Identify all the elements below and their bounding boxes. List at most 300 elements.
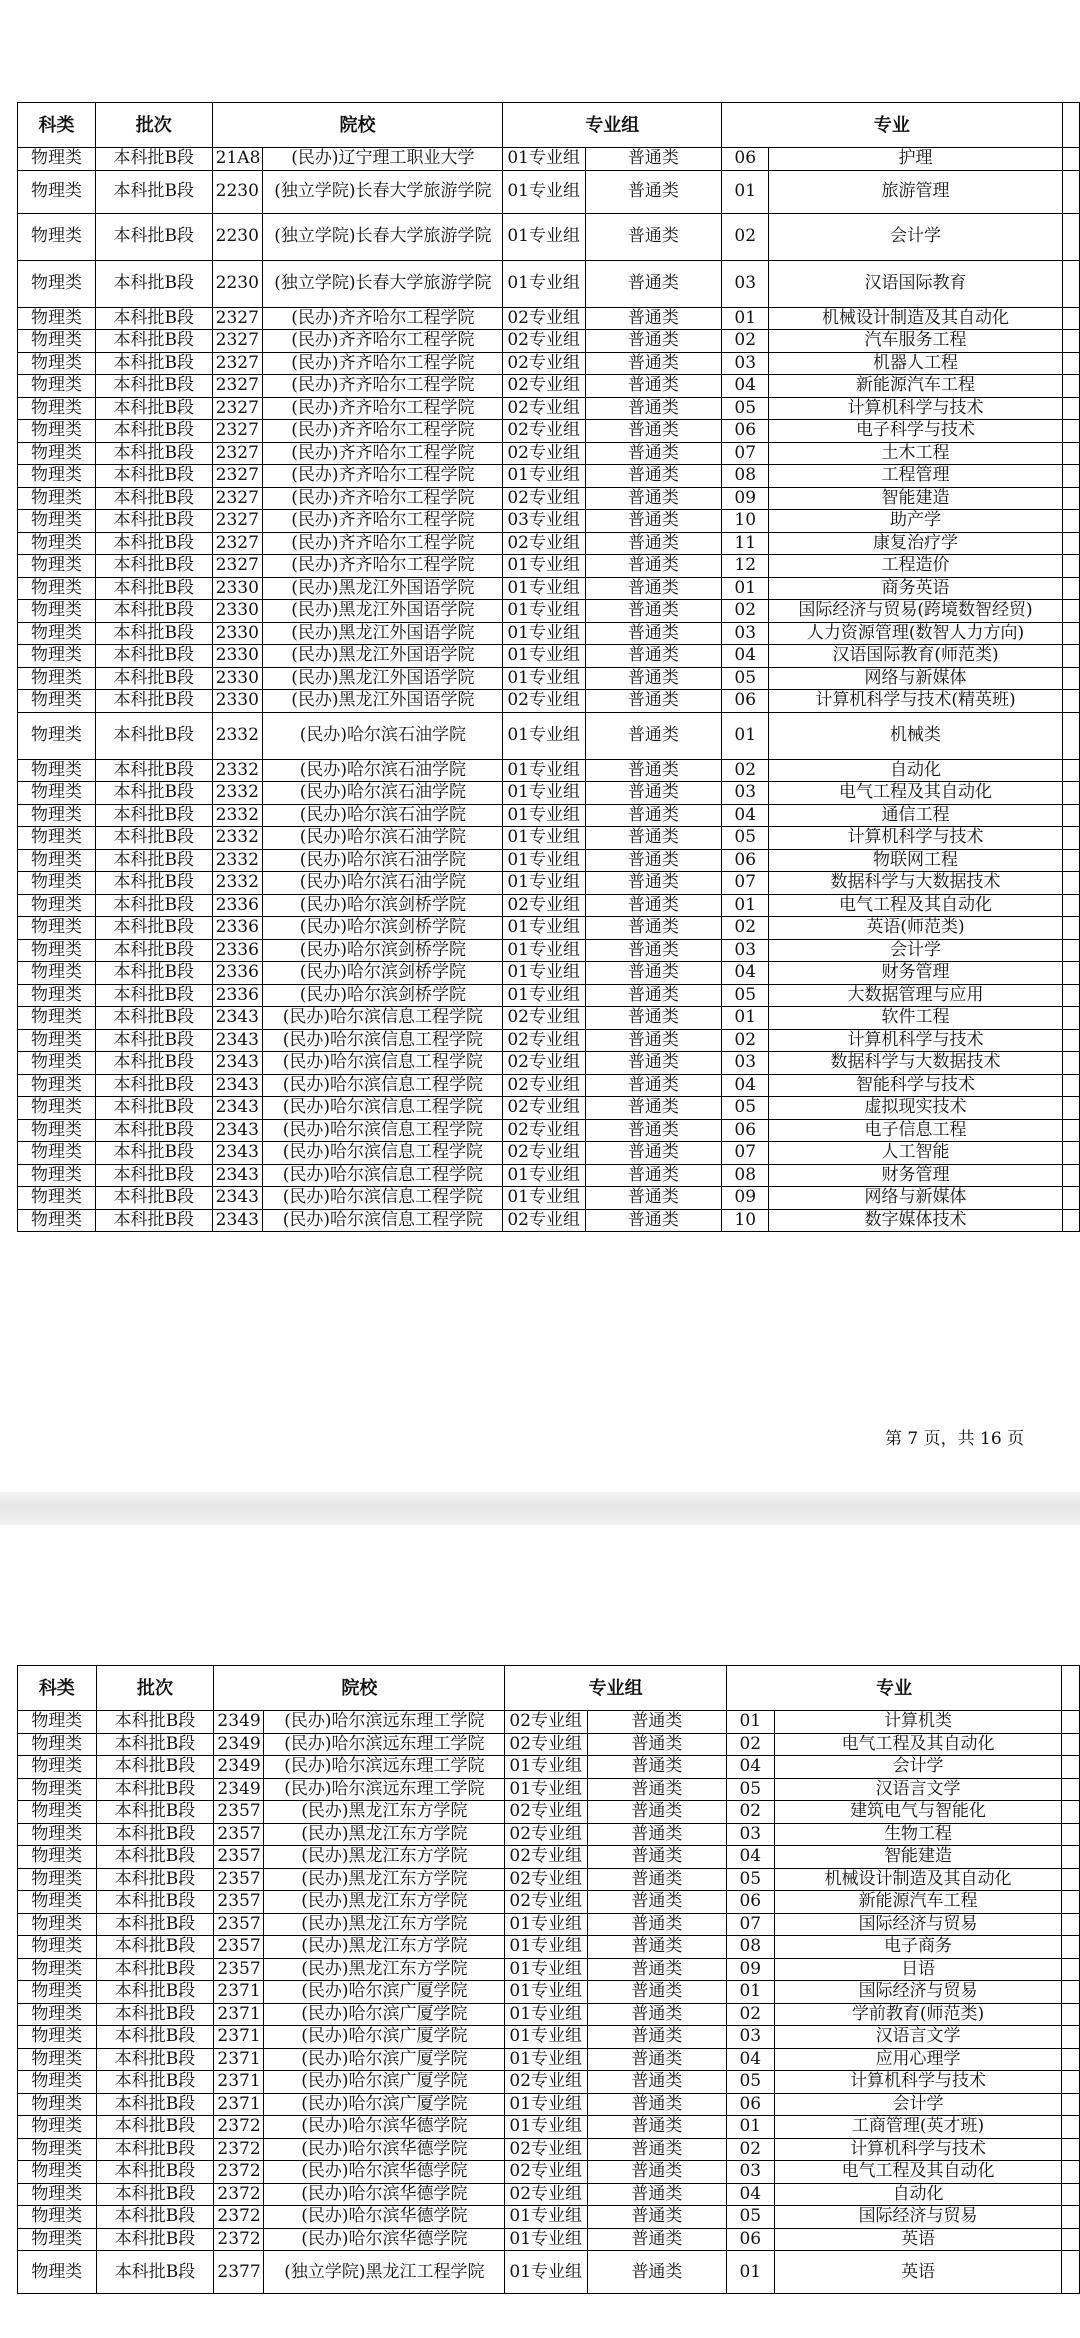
cell-type: 普通类 xyxy=(585,487,721,510)
cell-major-code: 02 xyxy=(722,213,769,260)
cell-type: 普通类 xyxy=(587,2251,726,2294)
cell-school-code: 2343 xyxy=(212,1097,263,1120)
cell-major-code: 02 xyxy=(722,600,769,623)
cell-type: 普通类 xyxy=(585,170,721,213)
cell-major-group: 01专业组 xyxy=(503,577,585,600)
cell-school-code: 2330 xyxy=(212,577,263,600)
cell-category: 物理类 xyxy=(18,1846,97,1869)
cell-major-code: 05 xyxy=(722,667,769,690)
cell-major-name: 智能建造 xyxy=(774,1846,1062,1869)
cell-batch: 本科批B段 xyxy=(95,487,212,510)
cell-batch: 本科批B段 xyxy=(95,622,212,645)
cell-major-group: 02专业组 xyxy=(503,1097,585,1120)
cell-school-name: (独立学院)长春大学旅游学院 xyxy=(263,213,503,260)
cell-school-name: (民办)齐齐哈尔工程学院 xyxy=(263,397,503,420)
cell-type: 普通类 xyxy=(587,1733,726,1756)
cell-school-code: 2371 xyxy=(214,2048,264,2071)
cell-type: 普通类 xyxy=(585,917,721,940)
cell-extra xyxy=(1062,622,1079,645)
cell-school-name: (民办)黑龙江外国语学院 xyxy=(263,645,503,668)
cell-extra xyxy=(1062,667,1079,690)
cell-category: 物理类 xyxy=(18,442,96,465)
cell-major-code: 05 xyxy=(726,2206,774,2229)
cell-extra xyxy=(1062,307,1079,330)
cell-school-code: 2343 xyxy=(212,1007,263,1030)
cell-batch: 本科批B段 xyxy=(95,894,212,917)
cell-category: 物理类 xyxy=(18,690,96,713)
cell-school-name: (民办)哈尔滨信息工程学院 xyxy=(263,1142,503,1165)
cell-batch: 本科批B段 xyxy=(96,1868,214,1891)
cell-major-code: 02 xyxy=(722,330,769,353)
cell-extra xyxy=(1062,577,1079,600)
cell-major-name: 国际经济与贸易 xyxy=(774,2206,1062,2229)
cell-extra xyxy=(1062,1868,1080,1891)
cell-type: 普通类 xyxy=(587,1823,726,1846)
cell-batch: 本科批B段 xyxy=(95,442,212,465)
cell-major-name: 数字媒体技术 xyxy=(769,1209,1062,1232)
cell-category: 物理类 xyxy=(18,465,96,488)
cell-category: 物理类 xyxy=(18,148,96,171)
cell-type: 普通类 xyxy=(585,532,721,555)
cell-major-name: 英语 xyxy=(774,2228,1062,2251)
cell-batch: 本科批B段 xyxy=(95,827,212,850)
cell-major-name: 数据科学与大数据技术 xyxy=(769,1052,1062,1075)
cell-category: 物理类 xyxy=(18,2116,97,2139)
cell-major-code: 04 xyxy=(722,804,769,827)
cell-school-code: 2327 xyxy=(212,465,263,488)
cell-extra xyxy=(1062,170,1079,213)
cell-major-name: 机械设计制造及其自动化 xyxy=(774,1868,1062,1891)
cell-school-name: (民办)哈尔滨信息工程学院 xyxy=(263,1187,503,1210)
cell-major-code: 02 xyxy=(726,1733,774,1756)
cell-batch: 本科批B段 xyxy=(96,1733,214,1756)
cell-batch: 本科批B段 xyxy=(95,1119,212,1142)
cell-type: 普通类 xyxy=(585,849,721,872)
cell-extra xyxy=(1062,984,1079,1007)
cell-batch: 本科批B段 xyxy=(95,782,212,805)
cell-batch: 本科批B段 xyxy=(95,1209,212,1232)
cell-type: 普通类 xyxy=(585,213,721,260)
cell-category: 物理类 xyxy=(18,1711,97,1734)
cell-major-name: 旅游管理 xyxy=(769,170,1062,213)
cell-type: 普通类 xyxy=(585,984,721,1007)
table-row xyxy=(18,532,1080,555)
cell-category: 物理类 xyxy=(18,1801,97,1824)
cell-school-code: 2336 xyxy=(212,984,263,1007)
cell-major-code: 04 xyxy=(726,2048,774,2071)
cell-school-code: 2372 xyxy=(214,2161,264,2184)
cell-major-code: 06 xyxy=(722,849,769,872)
cell-school-code: 2332 xyxy=(212,712,263,759)
cell-batch: 本科批B段 xyxy=(96,1801,214,1824)
cell-school-name: (民办)哈尔滨石油学院 xyxy=(263,782,503,805)
cell-major-code: 03 xyxy=(722,352,769,375)
table-row xyxy=(18,712,1080,759)
cell-school-name: (民办)黑龙江东方学院 xyxy=(264,1891,505,1914)
cell-extra xyxy=(1062,2116,1080,2139)
cell-school-code: 2336 xyxy=(212,917,263,940)
cell-type: 普通类 xyxy=(587,1711,726,1734)
cell-school-code: 2336 xyxy=(212,939,263,962)
cell-type: 普通类 xyxy=(587,2116,726,2139)
cell-school-code: 2357 xyxy=(214,1846,264,1869)
cell-major-code: 08 xyxy=(726,1936,774,1959)
cell-school-name: (民办)黑龙江东方学院 xyxy=(264,1801,505,1824)
cell-school-name: (独立学院)黑龙江工程学院 xyxy=(264,2251,505,2294)
table-row xyxy=(18,2093,1080,2116)
cell-batch: 本科批B段 xyxy=(95,213,212,260)
header-major: 专业 xyxy=(726,1666,1062,1711)
table-row xyxy=(18,2228,1080,2251)
cell-school-name: (民办)哈尔滨石油学院 xyxy=(263,804,503,827)
cell-school-name: (民办)哈尔滨远东理工学院 xyxy=(264,1756,505,1779)
table-row xyxy=(18,759,1080,782)
table-row xyxy=(18,2251,1080,2294)
cell-extra xyxy=(1062,1711,1080,1734)
cell-type: 普通类 xyxy=(585,307,721,330)
cell-batch: 本科批B段 xyxy=(95,712,212,759)
table-row xyxy=(18,849,1080,872)
cell-school-name: (民办)黑龙江东方学院 xyxy=(264,1846,505,1869)
cell-category: 物理类 xyxy=(18,712,96,759)
cell-major-code: 03 xyxy=(722,939,769,962)
cell-extra xyxy=(1062,1958,1080,1981)
cell-school-code: 2372 xyxy=(214,2183,264,2206)
cell-extra xyxy=(1062,645,1079,668)
cell-major-code: 05 xyxy=(726,1868,774,1891)
cell-major-code: 06 xyxy=(726,2228,774,2251)
cell-school-code: 2371 xyxy=(214,2071,264,2094)
cell-school-code: 2377 xyxy=(214,2251,264,2294)
cell-major-code: 06 xyxy=(726,2093,774,2116)
cell-category: 物理类 xyxy=(18,759,96,782)
cell-extra xyxy=(1062,2093,1080,2116)
cell-major-group: 02专业组 xyxy=(503,1119,585,1142)
table-row xyxy=(18,375,1080,398)
cell-extra xyxy=(1062,1209,1079,1232)
cell-major-group: 01专业组 xyxy=(505,1913,587,1936)
table-row xyxy=(18,667,1080,690)
cell-school-code: 2357 xyxy=(214,1801,264,1824)
cell-school-name: (民办)哈尔滨石油学院 xyxy=(263,849,503,872)
table-row xyxy=(18,962,1080,985)
cell-extra xyxy=(1062,1913,1080,1936)
cell-major-code: 04 xyxy=(722,375,769,398)
header-category: 科类 xyxy=(18,103,96,148)
cell-major-code: 04 xyxy=(726,2183,774,2206)
cell-major-name: 国际经济与贸易 xyxy=(774,1913,1062,1936)
table-row xyxy=(18,894,1080,917)
cell-major-group: 02专业组 xyxy=(503,352,585,375)
cell-category: 物理类 xyxy=(18,1007,96,1030)
cell-batch: 本科批B段 xyxy=(95,1029,212,1052)
cell-school-name: (民办)哈尔滨华德学院 xyxy=(264,2138,505,2161)
cell-batch: 本科批B段 xyxy=(95,939,212,962)
cell-type: 普通类 xyxy=(587,2138,726,2161)
cell-category: 物理类 xyxy=(18,1733,97,1756)
cell-major-name: 电气工程及其自动化 xyxy=(769,782,1062,805)
cell-major-group: 02专业组 xyxy=(503,375,585,398)
cell-type: 普通类 xyxy=(587,1913,726,1936)
cell-type: 普通类 xyxy=(587,2003,726,2026)
admission-table xyxy=(17,102,1080,1232)
cell-school-name: (民办)齐齐哈尔工程学院 xyxy=(263,510,503,533)
cell-major-group: 01专业组 xyxy=(505,2048,587,2071)
cell-school-code: 2357 xyxy=(214,1958,264,1981)
table-row xyxy=(18,2003,1080,2026)
cell-extra xyxy=(1062,2003,1080,2026)
cell-major-name: 计算机科学与技术 xyxy=(769,397,1062,420)
cell-extra xyxy=(1062,1052,1079,1075)
table-row xyxy=(18,1097,1080,1120)
table-row xyxy=(18,917,1080,940)
cell-major-name: 土木工程 xyxy=(769,442,1062,465)
cell-major-code: 05 xyxy=(722,984,769,1007)
cell-category: 物理类 xyxy=(18,2048,97,2071)
cell-school-name: (民办)哈尔滨广厦学院 xyxy=(264,1981,505,2004)
cell-school-code: 2343 xyxy=(212,1052,263,1075)
table-row xyxy=(18,1913,1080,1936)
cell-batch: 本科批B段 xyxy=(95,1164,212,1187)
cell-major-group: 01专业组 xyxy=(505,2116,587,2139)
table-row xyxy=(18,2048,1080,2071)
cell-extra xyxy=(1062,2161,1080,2184)
cell-batch: 本科批B段 xyxy=(96,2183,214,2206)
cell-batch: 本科批B段 xyxy=(95,307,212,330)
cell-school-code: 2230 xyxy=(212,170,263,213)
cell-batch: 本科批B段 xyxy=(95,510,212,533)
cell-major-group: 01专业组 xyxy=(505,2228,587,2251)
table-header-row xyxy=(18,1666,1080,1711)
cell-school-code: 2330 xyxy=(212,600,263,623)
cell-batch: 本科批B段 xyxy=(95,1187,212,1210)
cell-batch: 本科批B段 xyxy=(96,2048,214,2071)
cell-batch: 本科批B段 xyxy=(95,420,212,443)
cell-major-name: 物联网工程 xyxy=(769,849,1062,872)
cell-major-group: 01专业组 xyxy=(503,148,585,171)
cell-category: 物理类 xyxy=(18,1164,96,1187)
cell-category: 物理类 xyxy=(18,510,96,533)
cell-category: 物理类 xyxy=(18,375,96,398)
cell-type: 普通类 xyxy=(585,894,721,917)
cell-major-code: 02 xyxy=(722,759,769,782)
table-row xyxy=(18,1007,1080,1030)
cell-school-name: (民办)哈尔滨信息工程学院 xyxy=(263,1029,503,1052)
cell-school-name: (民办)哈尔滨远东理工学院 xyxy=(264,1711,505,1734)
cell-type: 普通类 xyxy=(585,465,721,488)
cell-batch: 本科批B段 xyxy=(96,2116,214,2139)
cell-extra xyxy=(1062,1007,1079,1030)
cell-major-name: 英语(师范类) xyxy=(769,917,1062,940)
cell-major-name: 会计学 xyxy=(769,213,1062,260)
cell-major-name: 通信工程 xyxy=(769,804,1062,827)
cell-extra xyxy=(1062,420,1079,443)
table-row xyxy=(18,1733,1080,1756)
cell-school-name: (民办)哈尔滨广厦学院 xyxy=(264,2071,505,2094)
cell-category: 物理类 xyxy=(18,577,96,600)
cell-school-name: (民办)哈尔滨石油学院 xyxy=(263,712,503,759)
cell-school-code: 2327 xyxy=(212,397,263,420)
cell-major-name: 数据科学与大数据技术 xyxy=(769,872,1062,895)
cell-extra xyxy=(1062,1187,1079,1210)
cell-school-name: (民办)齐齐哈尔工程学院 xyxy=(263,442,503,465)
cell-batch: 本科批B段 xyxy=(96,1756,214,1779)
cell-school-name: (民办)哈尔滨石油学院 xyxy=(263,759,503,782)
cell-school-code: 2357 xyxy=(214,1913,264,1936)
cell-major-code: 02 xyxy=(722,917,769,940)
cell-major-group: 01专业组 xyxy=(503,827,585,850)
cell-school-name: (民办)哈尔滨广厦学院 xyxy=(264,2003,505,2026)
cell-batch: 本科批B段 xyxy=(96,1711,214,1734)
table-row xyxy=(18,260,1080,307)
cell-major-code: 01 xyxy=(722,894,769,917)
cell-batch: 本科批B段 xyxy=(95,375,212,398)
cell-major-group: 02专业组 xyxy=(503,1029,585,1052)
cell-major-name: 大数据管理与应用 xyxy=(769,984,1062,1007)
cell-batch: 本科批B段 xyxy=(96,1846,214,1869)
table-row xyxy=(18,2161,1080,2184)
table-row xyxy=(18,690,1080,713)
cell-school-code: 2372 xyxy=(214,2228,264,2251)
cell-school-name: (民办)齐齐哈尔工程学院 xyxy=(263,375,503,398)
cell-extra xyxy=(1062,465,1079,488)
cell-major-group: 03专业组 xyxy=(503,510,585,533)
cell-batch: 本科批B段 xyxy=(95,577,212,600)
cell-major-code: 08 xyxy=(722,1164,769,1187)
cell-school-code: 2327 xyxy=(212,532,263,555)
cell-extra xyxy=(1062,487,1079,510)
cell-major-name: 助产学 xyxy=(769,510,1062,533)
table-row xyxy=(18,577,1080,600)
cell-major-name: 计算机科学与技术 xyxy=(774,2071,1062,2094)
cell-school-name: (民办)齐齐哈尔工程学院 xyxy=(263,352,503,375)
cell-extra xyxy=(1062,1778,1080,1801)
table-row xyxy=(18,1868,1080,1891)
cell-school-name: (独立学院)长春大学旅游学院 xyxy=(263,170,503,213)
page-footer: 第 7 页，共 16 页 xyxy=(885,1429,1025,1449)
cell-major-group: 01专业组 xyxy=(503,667,585,690)
cell-major-code: 03 xyxy=(726,2161,774,2184)
cell-major-group: 02专业组 xyxy=(505,1823,587,1846)
cell-major-code: 09 xyxy=(722,487,769,510)
cell-major-group: 02专业组 xyxy=(505,1868,587,1891)
cell-school-name: (民办)齐齐哈尔工程学院 xyxy=(263,532,503,555)
cell-major-name: 汉语国际教育(师范类) xyxy=(769,645,1062,668)
cell-batch: 本科批B段 xyxy=(96,1913,214,1936)
cell-school-code: 2357 xyxy=(214,1891,264,1914)
cell-major-group: 02专业组 xyxy=(505,1711,587,1734)
cell-type: 普通类 xyxy=(587,2026,726,2049)
table-row xyxy=(18,2183,1080,2206)
table-row xyxy=(18,1711,1080,1734)
cell-major-name: 财务管理 xyxy=(769,962,1062,985)
cell-school-name: (民办)黑龙江外国语学院 xyxy=(263,577,503,600)
cell-major-group: 02专业组 xyxy=(505,2183,587,2206)
cell-batch: 本科批B段 xyxy=(95,465,212,488)
cell-school-code: 2332 xyxy=(212,827,263,850)
table-row xyxy=(18,984,1080,1007)
cell-extra xyxy=(1062,759,1079,782)
cell-school-code: 2330 xyxy=(212,645,263,668)
cell-school-name: (民办)哈尔滨石油学院 xyxy=(263,827,503,850)
cell-type: 普通类 xyxy=(585,782,721,805)
cell-major-name: 工程造价 xyxy=(769,555,1062,578)
cell-school-name: (独立学院)长春大学旅游学院 xyxy=(263,260,503,307)
cell-school-code: 2327 xyxy=(212,420,263,443)
cell-school-name: (民办)黑龙江外国语学院 xyxy=(263,600,503,623)
cell-school-name: (民办)哈尔滨信息工程学院 xyxy=(263,1074,503,1097)
table-row xyxy=(18,213,1080,260)
admission-table xyxy=(17,1665,1080,2294)
cell-major-group: 01专业组 xyxy=(503,712,585,759)
table-row xyxy=(18,1209,1080,1232)
cell-major-name: 工商管理(英才班) xyxy=(774,2116,1062,2139)
cell-major-group: 01专业组 xyxy=(503,260,585,307)
cell-batch: 本科批B段 xyxy=(96,2206,214,2229)
cell-major-name: 新能源汽车工程 xyxy=(769,375,1062,398)
cell-extra xyxy=(1062,352,1079,375)
cell-extra xyxy=(1062,1029,1079,1052)
cell-category: 物理类 xyxy=(18,487,96,510)
cell-batch: 本科批B段 xyxy=(96,1778,214,1801)
cell-category: 物理类 xyxy=(18,782,96,805)
table-row xyxy=(18,352,1080,375)
table-row xyxy=(18,2026,1080,2049)
cell-major-code: 05 xyxy=(726,1778,774,1801)
cell-type: 普通类 xyxy=(587,2161,726,2184)
cell-extra xyxy=(1062,2071,1080,2094)
cell-school-name: (民办)哈尔滨广厦学院 xyxy=(264,2048,505,2071)
cell-type: 普通类 xyxy=(585,352,721,375)
cell-major-code: 11 xyxy=(722,532,769,555)
cell-major-name: 汽车服务工程 xyxy=(769,330,1062,353)
header-major-group: 专业组 xyxy=(503,103,722,148)
cell-extra xyxy=(1062,532,1079,555)
cell-category: 物理类 xyxy=(18,2026,97,2049)
cell-category: 物理类 xyxy=(18,307,96,330)
cell-major-code: 05 xyxy=(722,827,769,850)
cell-category: 物理类 xyxy=(18,1097,96,1120)
table-row xyxy=(18,1981,1080,2004)
cell-major-name: 智能科学与技术 xyxy=(769,1074,1062,1097)
cell-type: 普通类 xyxy=(585,712,721,759)
cell-extra xyxy=(1062,2183,1080,2206)
cell-major-group: 01专业组 xyxy=(505,2093,587,2116)
cell-major-group: 02专业组 xyxy=(505,1733,587,1756)
cell-type: 普通类 xyxy=(585,148,721,171)
cell-type: 普通类 xyxy=(587,2093,726,2116)
header-major-group: 专业组 xyxy=(505,1666,726,1711)
cell-category: 物理类 xyxy=(18,2161,97,2184)
cell-major-group: 01专业组 xyxy=(505,2251,587,2294)
cell-type: 普通类 xyxy=(585,1052,721,1075)
cell-major-name: 自动化 xyxy=(769,759,1062,782)
cell-major-code: 03 xyxy=(722,622,769,645)
cell-major-group: 02专业组 xyxy=(503,330,585,353)
cell-school-name: (民办)哈尔滨剑桥学院 xyxy=(263,939,503,962)
cell-school-code: 2327 xyxy=(212,442,263,465)
cell-extra xyxy=(1062,804,1079,827)
cell-major-name: 计算机科学与技术(精英班) xyxy=(769,690,1062,713)
table-row xyxy=(18,1756,1080,1779)
cell-batch: 本科批B段 xyxy=(95,260,212,307)
cell-category: 物理类 xyxy=(18,667,96,690)
cell-type: 普通类 xyxy=(585,827,721,850)
cell-category: 物理类 xyxy=(18,2071,97,2094)
cell-major-code: 06 xyxy=(722,690,769,713)
cell-type: 普通类 xyxy=(585,1074,721,1097)
cell-batch: 本科批B段 xyxy=(96,2026,214,2049)
